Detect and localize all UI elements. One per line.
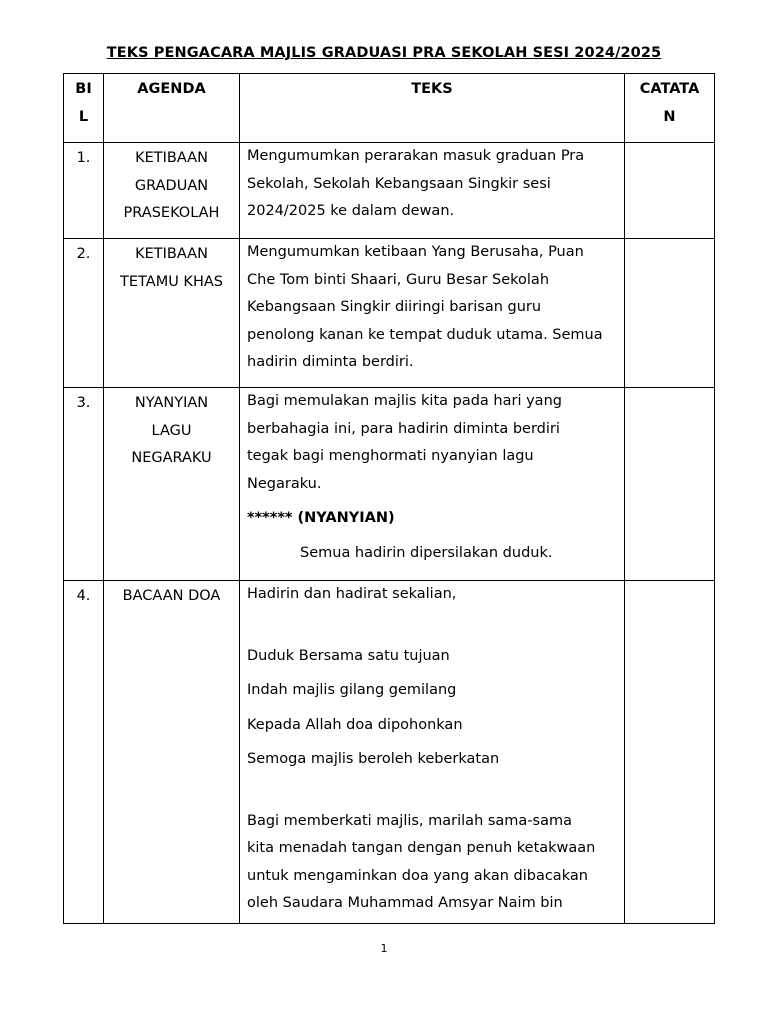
teks-line: penolong kanan ke tempat duduk utama. Semua bbox=[247, 326, 603, 343]
header-catatan-line2: N bbox=[663, 108, 676, 125]
page-number: 1 bbox=[380, 942, 388, 955]
agenda-table bbox=[63, 73, 715, 924]
header-bil-line2: L bbox=[78, 108, 89, 125]
teks-line: Mengumumkan ketibaan Yang Berusaha, Puan bbox=[247, 244, 584, 260]
teks-line: Mengumumkan perarakan masuk graduan Pra bbox=[247, 148, 585, 164]
teks-line: Semua hadirin dipersilakan duduk. bbox=[300, 544, 553, 561]
table-row bbox=[64, 143, 715, 239]
row-number: 4. bbox=[64, 581, 104, 924]
table-row bbox=[64, 239, 715, 388]
teks-line: Kebangsaan Singkir diiringi barisan guru bbox=[247, 299, 542, 315]
agenda-line: TETAMU KHAS bbox=[120, 273, 223, 290]
row-number: 2. bbox=[64, 239, 104, 388]
spacer bbox=[247, 498, 617, 505]
spacer bbox=[247, 609, 617, 643]
pantun-line: Duduk Bersama satu tujuan bbox=[247, 647, 450, 664]
agenda-line: KETIBAAN bbox=[135, 246, 208, 262]
agenda-cell bbox=[104, 581, 240, 924]
spacer bbox=[247, 670, 617, 677]
spacer bbox=[247, 533, 617, 540]
teks-line: 2024/2025 ke dalam dewan. bbox=[247, 203, 455, 219]
teks-line: hadirin diminta berdiri. bbox=[247, 354, 414, 370]
agenda-cell bbox=[104, 388, 240, 581]
catatan-cell bbox=[625, 143, 715, 239]
table-row bbox=[64, 581, 715, 924]
spacer bbox=[247, 705, 617, 712]
agenda-line: LAGU bbox=[151, 422, 192, 439]
teks-line: oleh Saudara Muhammad Amsyar Naim bin bbox=[247, 895, 563, 911]
header-agenda: AGENDA bbox=[104, 74, 240, 143]
teks-line: kita menadah tangan dengan penuh ketakwaan bbox=[247, 840, 596, 856]
header-bil bbox=[64, 74, 104, 143]
teks-line: tegak bagi menghormati nyanyian lagu bbox=[247, 448, 534, 464]
agenda-cell bbox=[104, 239, 240, 388]
teks-line: Hadirin dan hadirat sekalian, bbox=[247, 586, 457, 602]
header-catatan bbox=[625, 74, 715, 143]
spacer bbox=[247, 774, 617, 808]
teks-line: untuk mengaminkan doa yang akan dibacakan bbox=[247, 867, 588, 884]
spacer bbox=[247, 739, 617, 746]
teks-cell bbox=[240, 388, 625, 581]
agenda-line: BACAAN DOA bbox=[122, 588, 221, 604]
teks-cell bbox=[240, 581, 625, 924]
teks-line: Sekolah, Sekolah Kebangsaan Singkir sesi bbox=[247, 175, 551, 192]
row-number: 1. bbox=[64, 143, 104, 239]
header-catatan-line1: CATATA bbox=[639, 81, 700, 97]
catatan-cell bbox=[625, 239, 715, 388]
table-row bbox=[64, 388, 715, 581]
teks-line: Che Tom binti Shaari, Guru Besar Sekolah bbox=[247, 271, 550, 288]
pantun-line: Kepada Allah doa dipohonkan bbox=[247, 716, 463, 733]
catatan-cell bbox=[625, 388, 715, 581]
agenda-line: NYANYIAN bbox=[134, 395, 209, 411]
catatan-cell bbox=[625, 581, 715, 924]
agenda-line: PRASEKOLAH bbox=[123, 205, 220, 221]
teks-line: Negaraku. bbox=[247, 475, 322, 492]
teks-line: Bagi memberkati majlis, marilah sama-sama bbox=[247, 812, 572, 829]
nyanyian-label: ****** (NYANYIAN) bbox=[247, 510, 395, 526]
row-number: 3. bbox=[64, 388, 104, 581]
header-bil-line1: BI bbox=[75, 81, 92, 97]
agenda-line: NEGARAKU bbox=[131, 450, 212, 466]
pantun-line: Indah majlis gilang gemilang bbox=[247, 682, 457, 698]
teks-cell bbox=[240, 239, 625, 388]
teks-cell bbox=[240, 143, 625, 239]
agenda-line: GRADUAN bbox=[134, 177, 209, 194]
agenda-line: KETIBAAN bbox=[135, 150, 208, 166]
page-title: TEKS PENGACARA MAJLIS GRADUASI PRA SEKOLAH SESI 2024/2025 bbox=[106, 45, 662, 61]
pantun-line: Semoga majlis beroleh keberkatan bbox=[247, 751, 500, 767]
teks-line: berbahagia ini, para hadirin diminta berdiri bbox=[247, 420, 560, 437]
teks-line: Bagi memulakan majlis kita pada hari yang bbox=[247, 393, 562, 409]
agenda-cell bbox=[104, 143, 240, 239]
table-header-row bbox=[64, 74, 715, 143]
header-teks: TEKS bbox=[240, 74, 625, 143]
